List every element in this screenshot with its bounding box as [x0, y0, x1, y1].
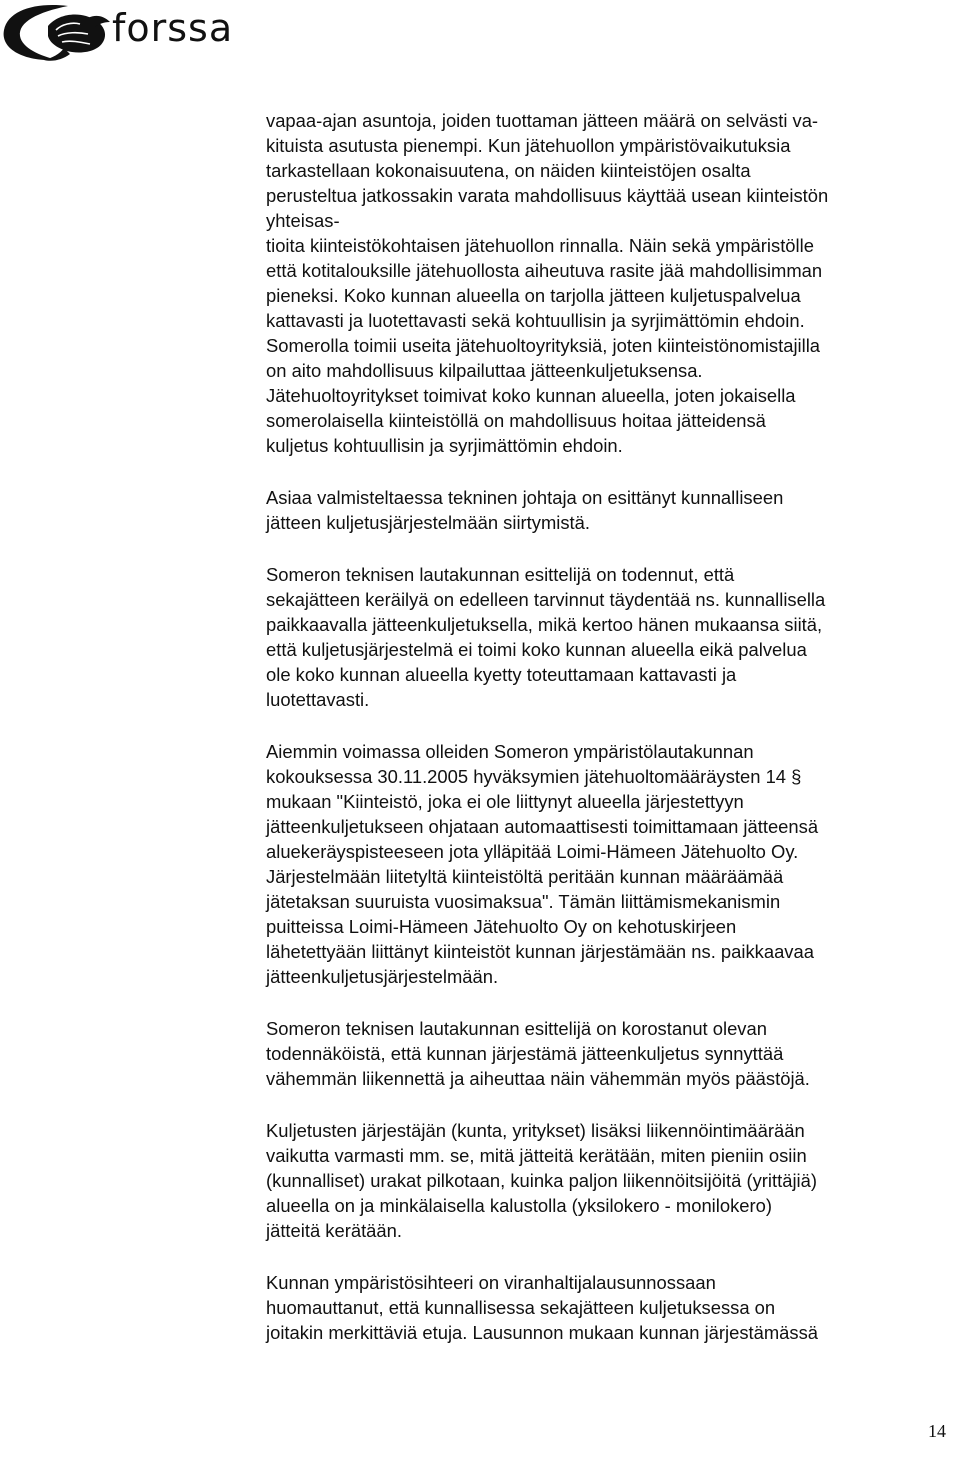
text-line: paikkaavalla jätteenkuljetuksella, mikä kertoo hänen mukaansa siitä,	[266, 614, 823, 635]
text-line: Kunnan ympäristösihteeri on viranhaltijalausunnossaan	[266, 1272, 716, 1293]
text-line: jätteen kuljetusjärjestelmään siirtymistä.	[266, 512, 591, 533]
text-line: yhteisas-	[266, 210, 340, 231]
text-line: huomauttanut, että kunnallisessa sekajätteen kuljetuksessa on	[266, 1297, 776, 1318]
text-line: aluekeräyspisteeseen jota ylläpitää Loimi-Hämeen Jätehuolto Oy.	[266, 841, 799, 862]
paragraph	[266, 562, 938, 712]
text-line: jätteenkuljetukseen ohjataan automaattisesti toimittamaan jätteensä	[266, 816, 819, 837]
text-line: kituista asutusta pienempi. Kun jätehuollon ympäristövaikutuksia	[266, 135, 791, 156]
text-line: pieneksi. Koko kunnan alueella on tarjolla jätteen kuljetuspalvelua	[266, 285, 801, 306]
text-line: Asiaa valmisteltaessa tekninen johtaja on esittänyt kunnalliseen	[266, 487, 784, 508]
text-line: jätteitä kerätään.	[266, 1220, 402, 1241]
text-line: Jätehuoltoyritykset toimivat koko kunnan alueella, joten jokaisella	[266, 385, 796, 406]
text-line: lähetettyään liittänyt kiinteistöt kunnan järjestämään ns. paikkaavaa	[266, 941, 814, 962]
text-line: puitteissa Loimi-Hämeen Jätehuolto Oy on kehotuskirjeen	[266, 916, 737, 937]
text-line: että kuljetusjärjestelmä ei toimi koko kunnan alueella eikä palvelua	[266, 639, 807, 660]
text-line: mukaan "Kiinteistö, joka ei ole liittynyt alueella järjestettyyn	[266, 791, 744, 812]
text-line: ole koko kunnan alueella kyetty toteuttamaan kattavasti ja	[266, 664, 737, 685]
logo-wordmark: forssa	[112, 6, 234, 50]
text-line: perusteltua jatkossakin varata mahdollisuus käyttää usean kiinteistön	[266, 185, 829, 206]
paragraph	[266, 1016, 938, 1091]
text-line: kokouksessa 30.11.2005 hyväksymien jätehuoltomääräysten 14 §	[266, 766, 802, 787]
text-line: Someron teknisen lautakunnan esittelijä on todennut, että	[266, 564, 735, 585]
text-line: jätetaksan suuruista vuosimaksua". Tämän liittämismekanismin	[266, 891, 781, 912]
body-text	[266, 108, 938, 1372]
text-line: vähemmän liikennettä ja aiheuttaa näin vähemmän myös päästöjä.	[266, 1068, 810, 1089]
text-line: on aito mahdollisuus kilpailuttaa jätteenkuljetuksensa.	[266, 360, 703, 381]
text-line: että kotitalouksille jätehuollosta aiheutuva rasite jää mahdollisimman	[266, 260, 823, 281]
text-line: joitakin merkittäviä etuja. Lausunnon mukaan kunnan järjestämässä	[266, 1322, 819, 1343]
forssa-logo	[0, 0, 233, 64]
text-line: sekajätteen keräilyä on edelleen tarvinnut täydentää ns. kunnallisella	[266, 589, 826, 610]
text-line: somerolaisella kiinteistöllä on mahdollisuus hoitaa jätteidensä	[266, 410, 766, 431]
text-line: luotettavasti.	[266, 689, 370, 710]
text-line: Somerolla toimii useita jätehuoltoyrityksiä, joten kiinteistönomistajilla	[266, 335, 821, 356]
text-line: (kunnalliset) urakat pilkotaan, kuinka paljon liikennöitsijöitä (yrittäjiä)	[266, 1170, 817, 1191]
forssa-emblem-icon	[0, 0, 118, 64]
paragraph	[266, 108, 938, 458]
text-line: tioita kiinteistökohtaisen jätehuollon rinnalla. Näin sekä ympäristölle	[266, 235, 814, 256]
text-line: kattavasti ja luotettavasti sekä kohtuullisin ja syrjimättömin ehdoin.	[266, 310, 805, 331]
paragraph	[266, 485, 938, 535]
text-line: alueella on ja minkälaisella kalustolla (yksilokero - monilokero)	[266, 1195, 772, 1216]
paragraph	[266, 739, 938, 989]
text-line: jätteenkuljetusjärjestelmään.	[266, 966, 499, 987]
page-number: 14	[928, 1421, 946, 1441]
text-line: todennäköistä, että kunnan järjestämä jätteenkuljetus synnyttää	[266, 1043, 784, 1064]
text-line: vapaa-ajan asuntoja, joiden tuottaman jätteen määrä on selvästi va-	[266, 110, 819, 131]
text-line: kuljetus kohtuullisin ja syrjimättömin ehdoin.	[266, 435, 623, 456]
text-line: Aiemmin voimassa olleiden Someron ympäristölautakunnan	[266, 741, 754, 762]
text-line: Someron teknisen lautakunnan esittelijä on korostanut olevan	[266, 1018, 767, 1039]
text-line: Kuljetusten järjestäjän (kunta, yritykset) lisäksi liikennöintimäärään	[266, 1120, 805, 1141]
text-line: tarkastellaan kokonaisuutena, on näiden kiinteistöjen osalta	[266, 160, 751, 181]
text-line: Järjestelmään liitetyltä kiinteistöltä peritään kunnan määräämää	[266, 866, 784, 887]
paragraph	[266, 1270, 938, 1345]
paragraph	[266, 1118, 938, 1243]
text-line: vaikutta varmasti mm. se, mitä jätteitä kerätään, miten pieniin osiin	[266, 1145, 807, 1166]
